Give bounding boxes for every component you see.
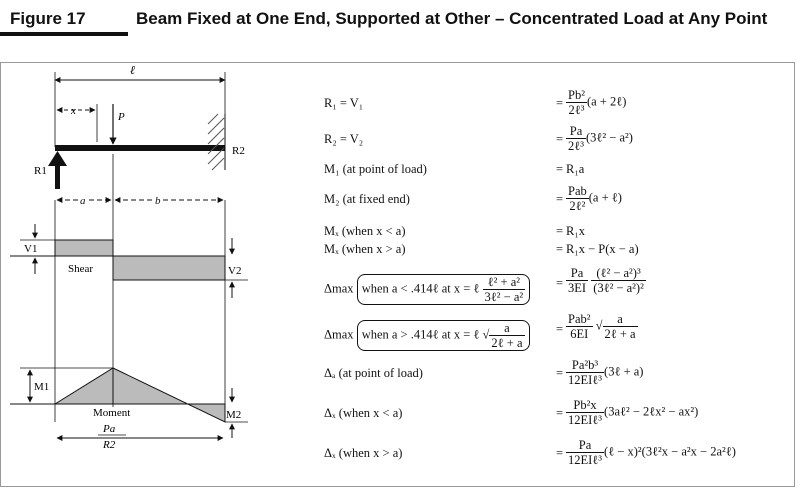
x-label: x (71, 105, 76, 117)
beam-diagram (0, 62, 260, 487)
eq-lhs: R₁ = V₁ (324, 96, 364, 110)
span-label: ℓ (130, 63, 135, 77)
figure-number-underline (0, 32, 128, 36)
equation-m2: M₂ (at fixed end) = $\frac{\text{Pab}}{\text{2ℓ²}}$ (a + ℓ) (324, 184, 622, 213)
moment-label: Moment (93, 407, 131, 419)
shear-label: Shear (68, 263, 94, 275)
equation-r2: R₂ = V₂ = $\frac{Pa}{\text{2ℓ³}}$ (3ℓ² − a²) (324, 124, 633, 153)
equation-dmax-large-a: Δmax when a > .414ℓ at x = ℓ √ $\frac{a}{\text{2ℓ + a}}$ = $\frac{\text{Pab²}}{6EI}$ √ $\frac{a}{\text{2ℓ + a}}$ (324, 312, 636, 350)
figure-title: Beam Fixed at One End, Supported at Other – Concentrated Load at Any Point (136, 9, 768, 28)
figure-number: Figure 17 (10, 9, 86, 28)
pa-label: Pa (103, 423, 116, 435)
moment-positive-triangle (55, 368, 113, 404)
fixed-support-hatch (208, 114, 225, 170)
r1-label: R1 (34, 165, 47, 177)
b-label: b (155, 195, 161, 207)
shear-positive-block (55, 240, 113, 256)
equation-m1: M₁ (at point of load) = R₁a (324, 162, 585, 176)
equation-mx-greater: Mₓ (when x > a) = R₁x − P(x − a) (324, 242, 639, 256)
load-label: P (118, 111, 125, 123)
figure-header (0, 0, 800, 56)
equation-dx-greater: Δₓ (when x > a) = $\frac{Pa}{\text{12EIℓ³}}$ (ℓ − x)²(3ℓ²x − a²x − 2a²ℓ) (324, 438, 736, 467)
r2-denominator-label: R2 (103, 439, 116, 451)
r1-arrow-head (48, 151, 67, 166)
m1-label: M1 (34, 381, 50, 393)
v1-label: V1 (24, 243, 38, 255)
equation-dx-less: Δₓ (when x < a) = $\frac{\text{Pb²x}}{\text{12EIℓ³}}$ (3aℓ² − 2ℓx² − ax²) (324, 398, 699, 427)
equation-mx-less: Mₓ (when x < a) = R₁x (324, 224, 585, 238)
equation-da: Δₐ (at point of load) = $\frac{\text{Pa²b³}}{\text{12EIℓ³}}$ (3ℓ + a) (324, 358, 644, 387)
equation-dmax-small-a: Δmax when a < .414ℓ at x = ℓ $\frac{\text{ℓ² + a²}}{\text{3ℓ² − a²}}$ = $\frac{Pa}{3EI}$ $\frac{\text{(ℓ² − a²)³}}{\text{(3ℓ² − a²)²}}$ (324, 266, 644, 304)
m2-label: M2 (226, 409, 242, 421)
a-label: a (80, 195, 86, 207)
shear-negative-block (113, 256, 225, 280)
beam (55, 145, 225, 151)
v2-label: V2 (228, 265, 242, 277)
equation-r1: R₁ = V₁ = $\frac{\text{Pb²}}{\text{2ℓ³}}$ (a + 2ℓ) (324, 88, 627, 117)
r1-arrow-shaft (55, 164, 60, 189)
r2-label: R2 (232, 145, 245, 157)
